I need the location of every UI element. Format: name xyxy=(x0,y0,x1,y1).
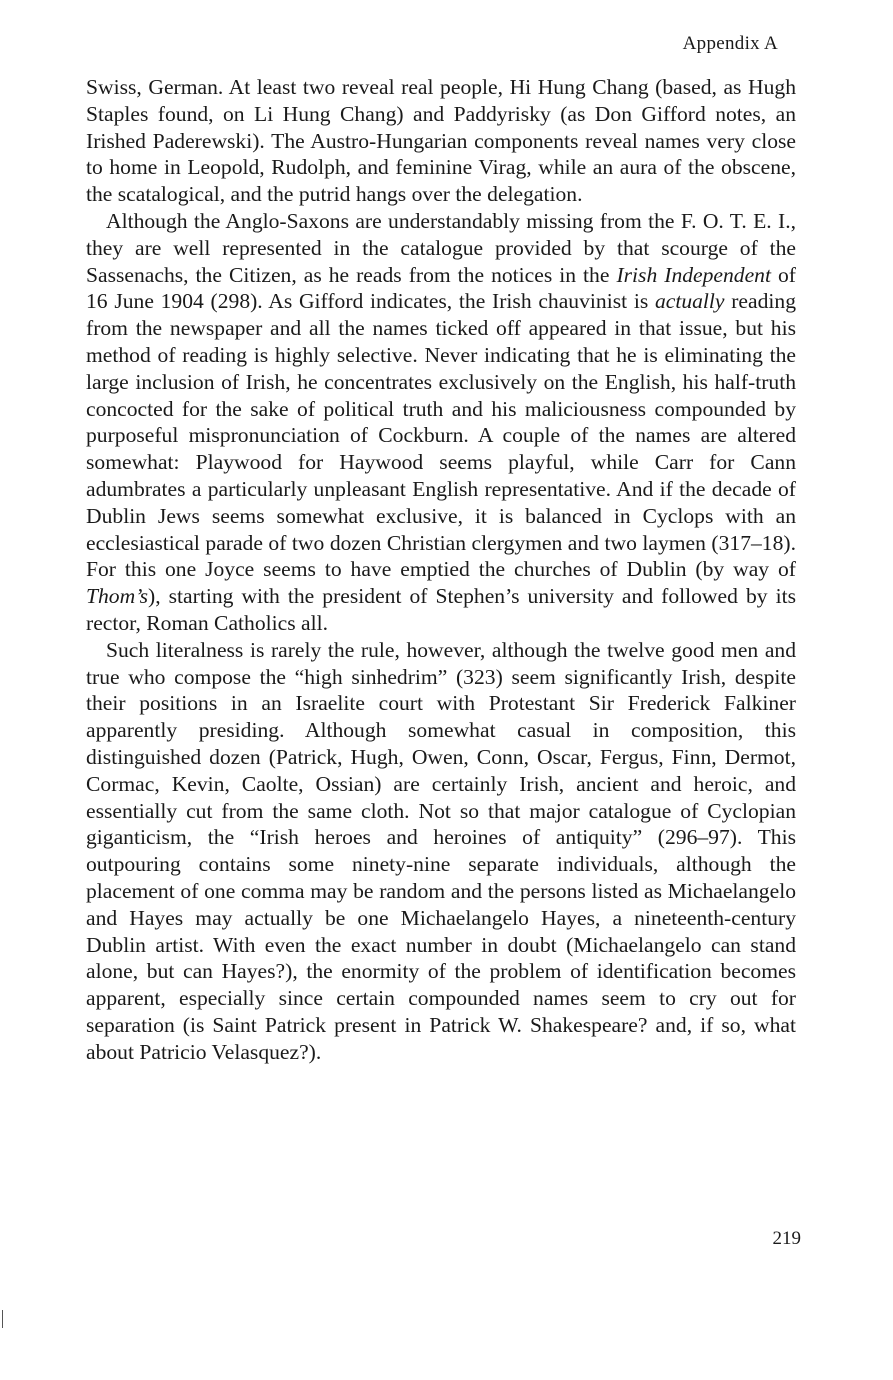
paragraph-2-text: ), starting with the president of Stephen’s university and followed by its rector, Roman Catholics all. xyxy=(86,584,796,635)
running-head: Appendix A xyxy=(682,33,778,54)
paragraph-1-text: Swiss, German. At least two reveal real people, Hi Hung Chang (based, as Hugh Staples found, on Li Hung Chang) and Paddyrisky (as Don Gifford notes, an Irished Paderewski). The Austro-Hungarian components reveal names very close to home in Leopold, Rudolph, and feminine Virag, while an aura of the obscene, the scatalogical, and the putrid hangs over the delegation. xyxy=(86,75,796,207)
paragraph-2-text: of 16 June 1904 (298). As Gifford indicates, the Irish chauvinist is xyxy=(86,262,796,314)
paragraph-2-italic-emphasis: actually xyxy=(654,289,725,314)
paragraph-2 xyxy=(86,208,796,637)
paragraph-2-italic-newspaper-title: Irish Independent xyxy=(616,262,771,287)
paragraph-3 xyxy=(86,637,796,1066)
page-number: 219 xyxy=(772,1228,801,1249)
paragraph-3-text: Such literalness is rarely the rule, however, although the twelve good men and true who compose the “high sinhedrim” (323) seem significantly Irish, despite their positions in an Israelite court with Protestant Sir Frederick Falkiner apparently presiding. Although somewhat casual in composition, this distinguished dozen (Patrick, Hugh, Owen, Conn, Oscar, Fergus, Finn, Dermot, Cormac, Kevin, Caolte, Ossian) are certainly Irish, ancient and heroic, and essentially cut from the same cloth. Not so that major catalogue of Cyclopian giganticism, the “Irish heroes and heroines of antiquity” (296–97). This outpouring contains some ninety-nine separate individuals, although the placement of one comma may be random and the persons listed as Michaelangelo and Hayes may actually be one Michaelangelo Hayes, a nineteenth-century Dublin artist. With even the exact number in doubt (Michaelangelo can stand alone, but can Hayes?), the enormity of the problem of identification becomes apparent, especially since certain compounded names seem to cry out for separation (is Saint Patrick present in Patrick W. Shakespeare? and, if so, what about Patricio Velasquez?). xyxy=(86,637,796,1064)
paragraph-1 xyxy=(86,74,796,208)
scan-edge-mark xyxy=(2,1310,3,1328)
paragraph-2-text: Although the Anglo-Saxons are understandably missing from the F. O. T. E. I., they are well represented in the catalogue provided by that scourge of the Sassenachs, the Citizen, as he reads from the notices in the xyxy=(86,208,796,287)
body-text xyxy=(86,74,796,1065)
paragraph-2-italic-directory-title: Thom’s xyxy=(86,584,149,609)
paragraph-2-text: reading from the newspaper and all the names ticked off appeared in that issue, but his method of reading is highly selective. Never indicating that he is eliminating the large inclusion of Irish, he concentrates exclusively on the English, his half-truth concocted for the sake of political truth and his maliciousness compounded by purposeful mispronunciation of Cockburn. A couple of the names are altered somewhat: Playwood for Haywood seems playful, while Carr for Cann adumbrates a particularly unpleasant English representative. And if the decade of Dublin Jews seems somewhat exclusive, it is balanced in Cyclops with an ecclesiastical parade of two dozen Christian clergymen and two laymen (317–18). For this one Joyce seems to have emptied the churches of Dublin (by way of xyxy=(86,289,796,582)
